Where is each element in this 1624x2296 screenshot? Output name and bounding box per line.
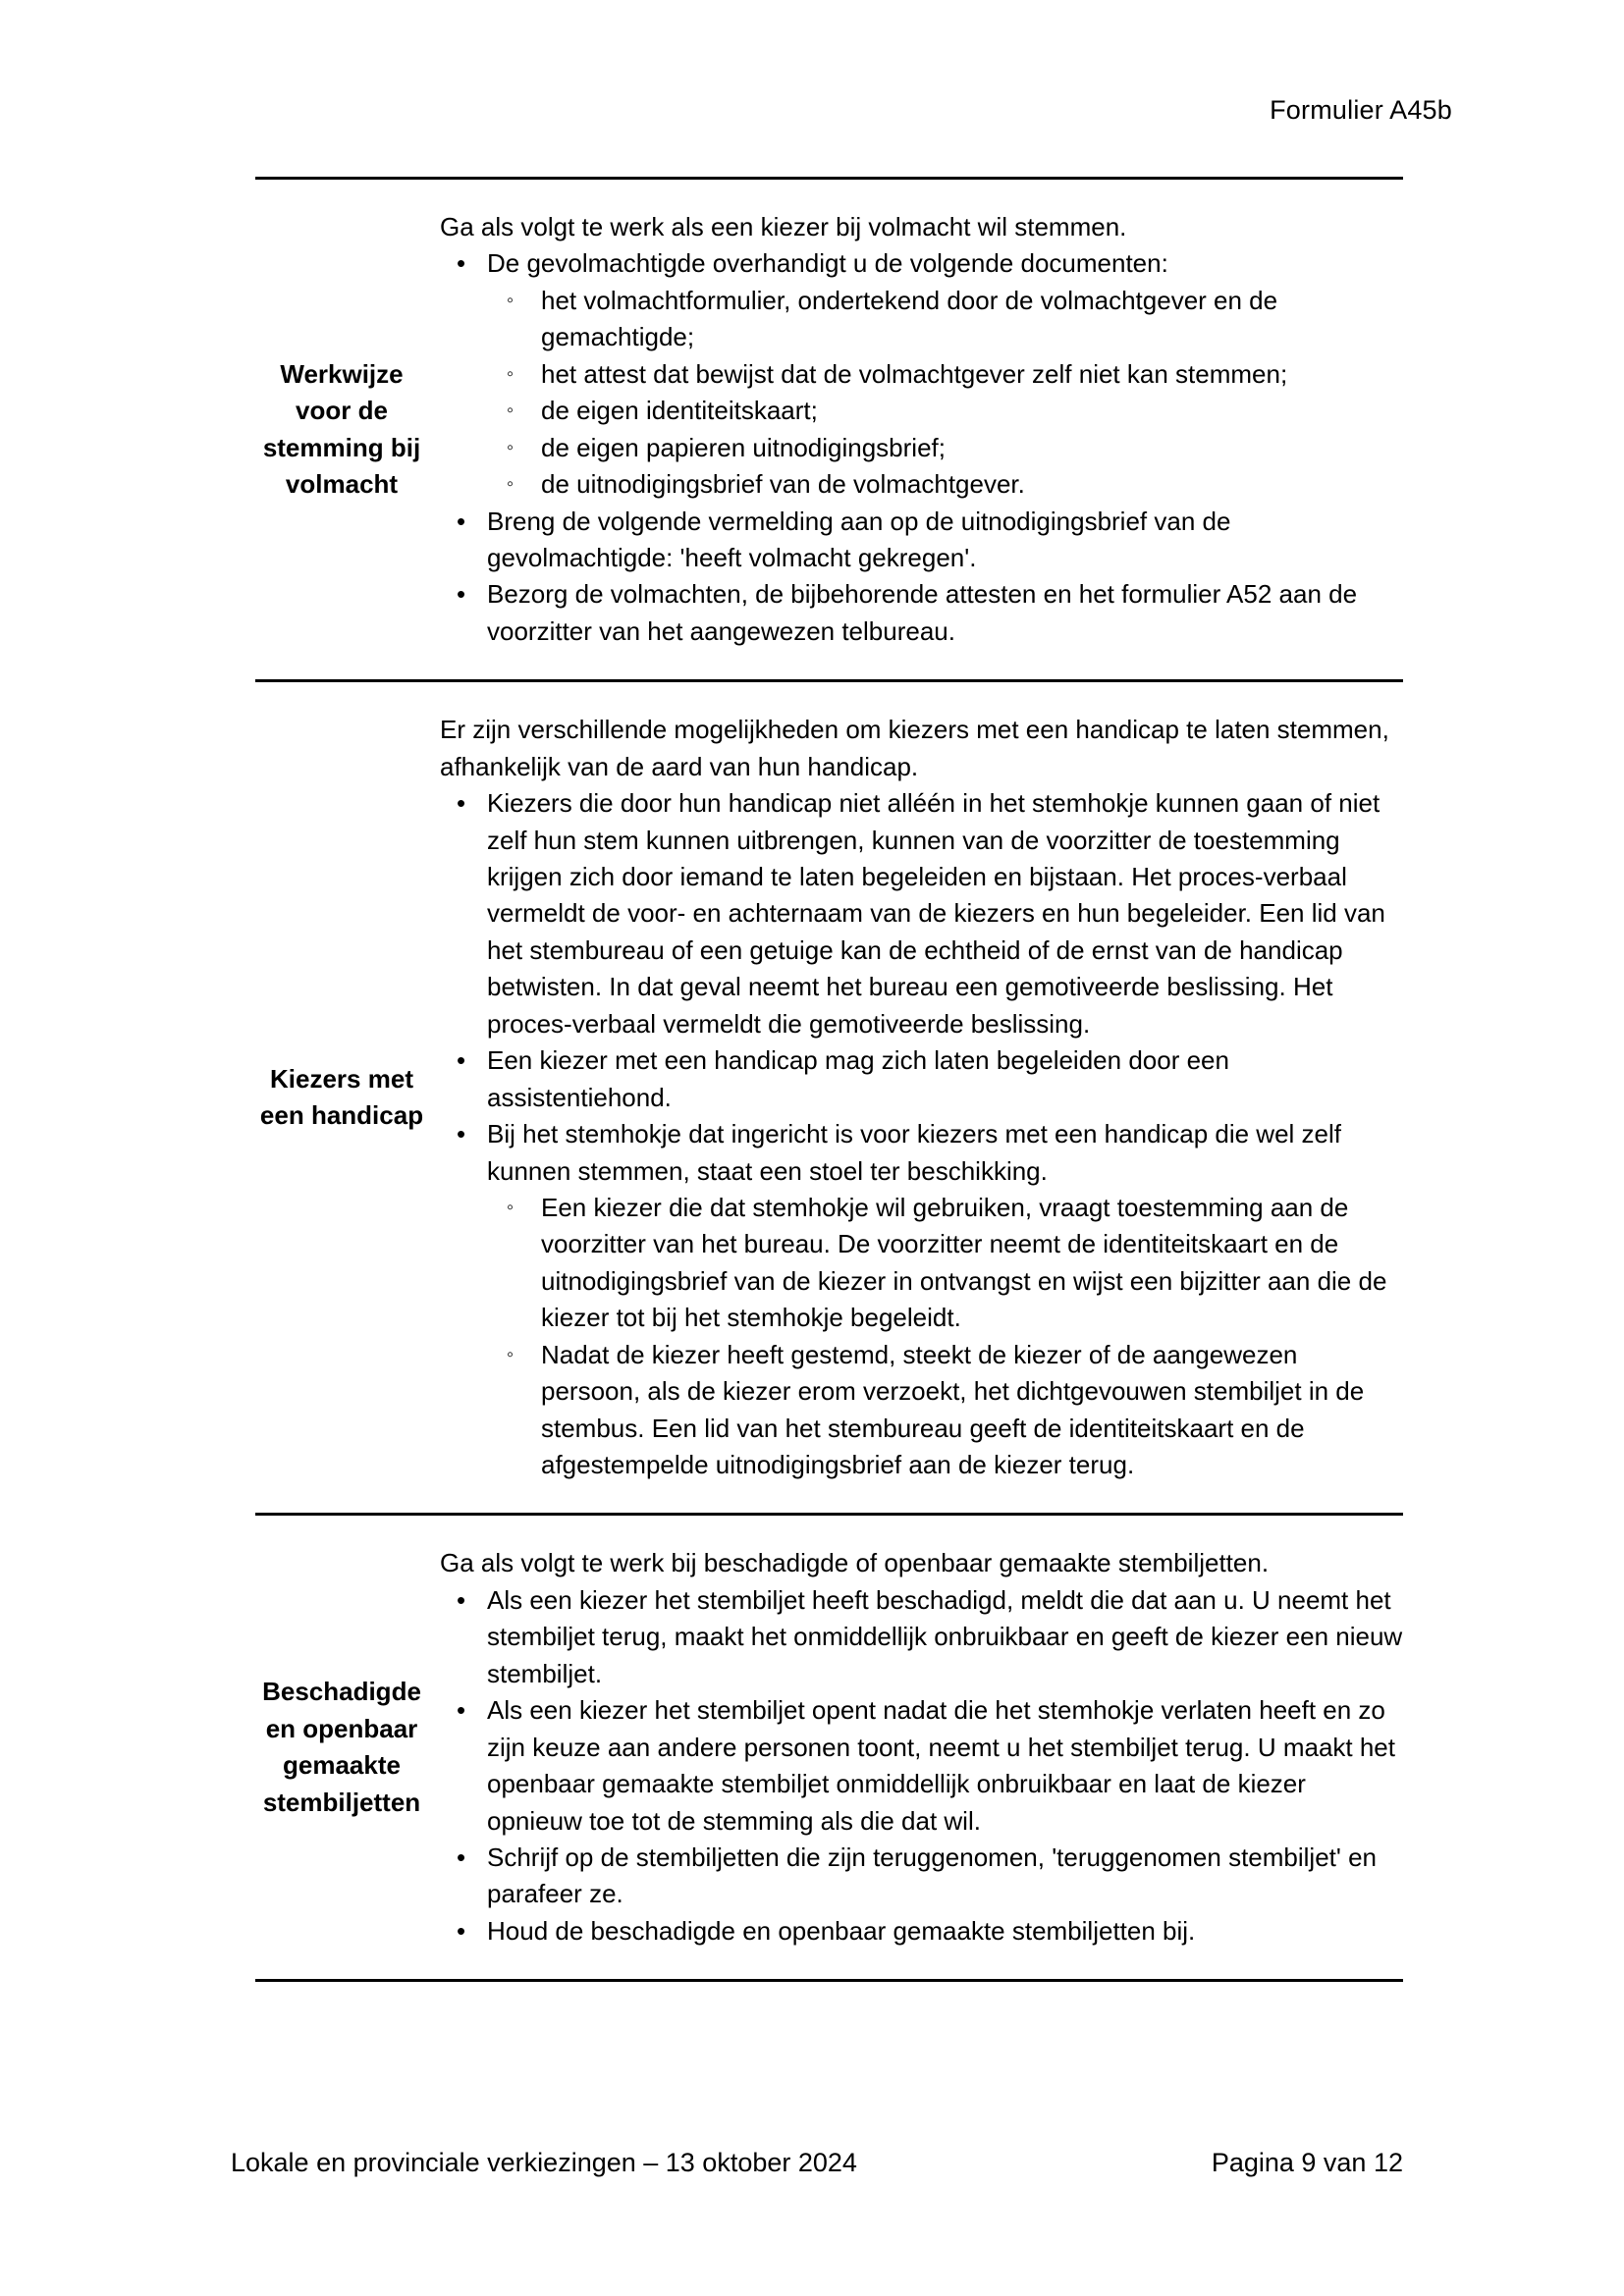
- list-item-text: Een kiezer met een handicap mag zich laten begeleiden door een assistentiehond.: [487, 1045, 1229, 1112]
- sub-bullet-list: [487, 1190, 1403, 1484]
- list-item: [440, 1913, 1403, 1949]
- list-item: [440, 1692, 1403, 1840]
- section-rule: [255, 1979, 1403, 1982]
- footer-page-number: Pagina 9 van 12: [1211, 2148, 1403, 2178]
- list-item: [440, 1042, 1403, 1116]
- section-body: [440, 180, 1403, 679]
- bullet-list: [440, 785, 1403, 1483]
- list-item: [440, 504, 1403, 577]
- section-lead-text: Ga als volgt te werk bij beschadigde of openbaar gemaakte stembiljetten.: [440, 1548, 1270, 1578]
- bullet-circle-icon: ◦: [507, 1343, 514, 1365]
- list-item-text: Kiezers die door hun handicap niet alléén in het stemhokje kunnen gaan of niet zelf hun stem kunnen uitbrengen, kunnen van de voorzitter de toestemming krijgen zich door iemand te laten begeleiden en bijstaan. Het proces-verbaal vermeldt de voor- en achternaam van de kiezers en hun begeleider. Een lid van het stembureau of een getuige kan de echtheid of de ernst van de handicap betwisten. In dat geval neemt het bureau een gemotiveerde beslissing. Het proces-verbaal vermeldt die gemotiveerde beslissing.: [487, 788, 1385, 1039]
- section-lead-text: Er zijn verschillende mogelijkheden om kiezers met een handicap te laten stemmen, afhankelijk van de aard van hun handicap.: [440, 715, 1389, 781]
- sub-list-item-text: Nadat de kiezer heeft gestemd, steekt de kiezer of de aangewezen persoon, als de kiezer erom verzoekt, het dichtgevouwen stembiljet in de stembus. Een lid van het stembureau geeft de identiteitskaart en de afgestempelde uitnodigingsbrief aan de kiezer terug.: [541, 1339, 1365, 1479]
- bullet-list: [440, 245, 1403, 650]
- list-item-text: Schrijf op de stembiljetten die zijn teruggenomen, 'teruggenomen stembiljet' en parafeer ze.: [487, 1842, 1378, 1909]
- section-row: [255, 1516, 1403, 1979]
- sub-bullet-list: [487, 283, 1403, 504]
- section-body: [440, 1516, 1403, 1979]
- section-body: [440, 682, 1403, 1513]
- section-label: Kiezers met een handicap: [259, 1063, 424, 1131]
- page-footer: [0, 2147, 1624, 2180]
- bullet-disc-icon: •: [457, 788, 466, 819]
- sub-list-item: [487, 283, 1403, 356]
- sections-host: [255, 180, 1403, 1982]
- bullet-circle-icon: ◦: [507, 1196, 514, 1218]
- list-item-text: Als een kiezer het stembiljet heeft beschadigd, meldt die dat aan u. U neemt het stembiljet terug, maakt het onmiddellijk onbruikbaar en geeft de kiezer een nieuw stembiljet.: [487, 1584, 1403, 1688]
- bullet-disc-icon: •: [457, 579, 466, 610]
- bullet-disc-icon: •: [457, 248, 466, 279]
- sub-list-item: [487, 393, 1403, 429]
- list-item: [440, 1582, 1403, 1692]
- bullet-disc-icon: •: [457, 1119, 466, 1149]
- document-content: [255, 177, 1403, 1982]
- list-item-text: Breng de volgende vermelding aan op de uitnodigingsbrief van de gevolmachtigde: 'heeft volmacht gekregen'.: [487, 506, 1231, 572]
- sub-list-item: [487, 1337, 1403, 1484]
- list-item: [440, 1116, 1403, 1483]
- list-item: [440, 245, 1403, 503]
- section-label: Werkwijze voor de stemming bij volmacht: [262, 358, 421, 500]
- sub-list-item-text: het attest dat bewijst dat de volmachtgever zelf niet kan stemmen;: [541, 358, 1288, 389]
- sub-list-item-text: de uitnodigingsbrief van de volmachtgever.: [541, 469, 1025, 500]
- sub-list-item: [487, 356, 1403, 393]
- bullet-disc-icon: •: [457, 1915, 466, 1946]
- section-row: [255, 180, 1403, 679]
- list-item: [440, 576, 1403, 650]
- list-item-text: Bezorg de volmachten, de bijbehorende attesten en het formulier A52 aan de voorzitter van het aangewezen telbureau.: [487, 579, 1358, 646]
- bullet-circle-icon: ◦: [507, 400, 514, 422]
- bullet-disc-icon: •: [457, 506, 466, 536]
- bullet-circle-icon: ◦: [507, 362, 514, 385]
- bullet-disc-icon: •: [457, 1045, 466, 1076]
- list-item-text: De gevolmachtigde overhandigt u de volgende documenten:: [487, 248, 1168, 279]
- list-item-text: Bij het stemhokje dat ingericht is voor kiezers met een handicap die wel zelf kunnen stemmen, staat een stoel ter beschikking.: [487, 1119, 1341, 1186]
- sub-list-item-text: de eigen identiteitskaart;: [541, 396, 818, 426]
- sub-list-item-text: de eigen papieren uitnodigingsbrief;: [541, 432, 946, 462]
- page-header: [1270, 94, 1452, 128]
- list-item-text: Als een kiezer het stembiljet opent nadat die het stemhokje verlaten heeft en zo zijn keuze aan andere personen toont, neemt u het stembiljet terug. U maakt het openbaar gemaakte stembiljet onmiddellijk onbruikbaar en laat de kiezer opnieuw toe tot de stemming als die dat wil.: [487, 1695, 1395, 1836]
- bullet-circle-icon: ◦: [507, 436, 514, 458]
- form-number: Formulier A45b: [1270, 95, 1452, 125]
- bullet-disc-icon: •: [457, 1584, 466, 1615]
- bullet-disc-icon: •: [457, 1695, 466, 1726]
- section-label: Beschadigde en openbaar gemaakte stembiljetten: [262, 1677, 421, 1817]
- section-lead-text: Ga als volgt te werk als een kiezer bij volmacht wil stemmen.: [440, 212, 1127, 241]
- list-item: [440, 785, 1403, 1042]
- sub-list-item: [487, 466, 1403, 503]
- bullet-disc-icon: •: [457, 1842, 466, 1872]
- sub-list-item: [487, 1190, 1403, 1337]
- list-item: [440, 1840, 1403, 1913]
- bullet-circle-icon: ◦: [507, 289, 514, 311]
- bullet-list: [440, 1582, 1403, 1949]
- section-row: [255, 682, 1403, 1513]
- bullet-circle-icon: ◦: [507, 473, 514, 496]
- sub-list-item-text: Een kiezer die dat stemhokje wil gebruiken, vraagt toestemming aan de voorzitter van het bureau. De voorzitter neemt de identiteitskaart en de uitnodigingsbrief van de kiezer in ontvangst en wijst een bijzitter aan die de kiezer tot bij het stemhokje begeleidt.: [541, 1192, 1387, 1333]
- sub-list-item-text: het volmachtformulier, ondertekend door de volmachtgever en de gemachtigde;: [541, 285, 1278, 352]
- footer-election-info: Lokale en provinciale verkiezingen – 13 oktober 2024: [231, 2148, 857, 2178]
- sub-list-item: [487, 430, 1403, 466]
- list-item-text: Houd de beschadigde en openbaar gemaakte stembiljetten bij.: [487, 1915, 1196, 1946]
